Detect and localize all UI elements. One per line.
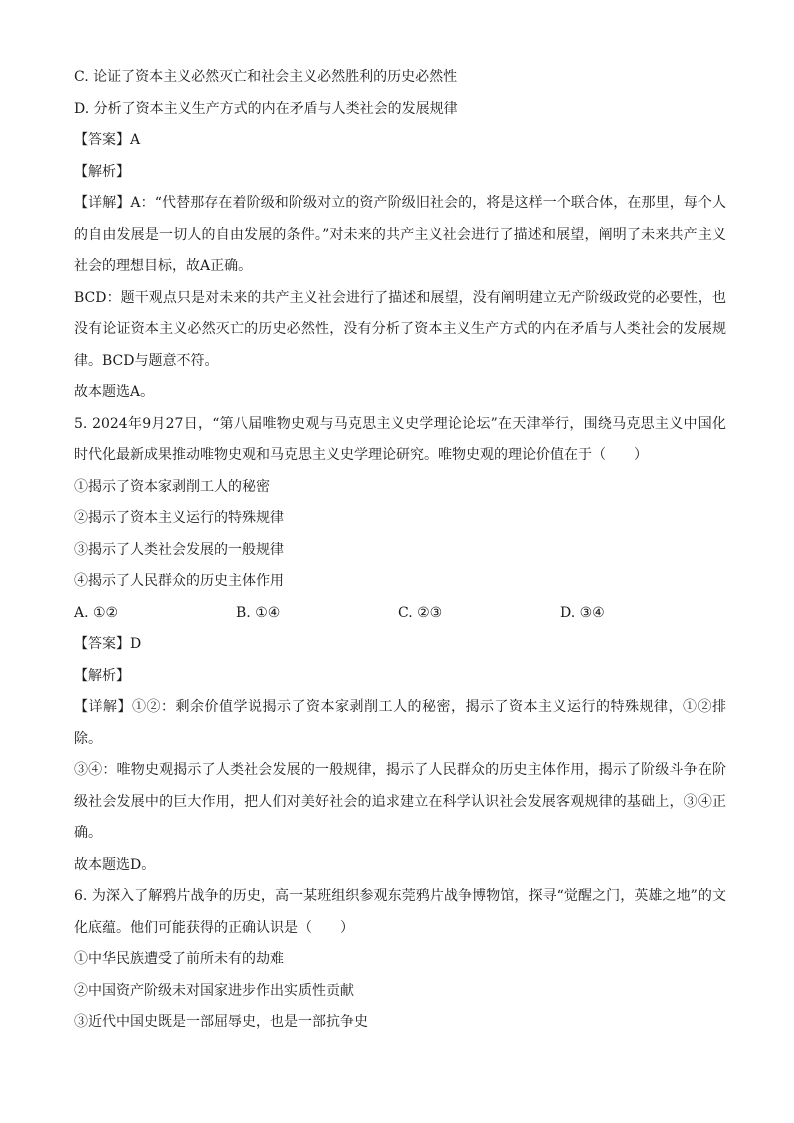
statement-item: ①揭示了资本家剥削工人的秘密 <box>74 478 270 495</box>
answer-label: 【答案】D <box>74 636 142 652</box>
answer-option: A. ①② <box>74 604 119 621</box>
option-d: D. 分析了资本主义生产方式的内在矛盾与人类社会的发展规律 <box>74 100 458 117</box>
option-c: C. 论证了资本主义必然灭亡和社会主义必然胜利的历史必然性 <box>74 69 458 85</box>
statement-item: ②中国资产阶级未对国家进步作出实质性贡献 <box>74 982 354 999</box>
detail-paragraph: 【详解】A：“代替那存在着阶级和阶级对立的资产阶级旧社会的，将是这样一个联合体，在那里，每个人的自由发展是一切人的自由发展的条件。”对未来的共产主义社会进行了描述和展望，阐明了未来共产主义社会的理想目标，故A正确。 <box>74 195 726 274</box>
answer-option: D. ③④ <box>560 604 605 621</box>
detail-paragraph: BCD：题干观点只是对未来的共产主义社会进行了描述和展望，没有阐明建立无产阶级政党的必要性，也没有论证资本主义必然灭亡的历史必然性，没有分析了资本主义生产方式的内在矛盾与人类社会的发展规律。BCD与题意不符。 <box>74 289 726 369</box>
question-stem: 5. 2024年9月27日，“第八届唯物史观与马克思主义史学理论论坛”在天津举行，围绕马克思主义中国化时代化最新成果推动唯物史观和马克思主义史学理论研究。唯物史观的理论价值在于（ ） <box>74 415 726 463</box>
answer-options <box>74 598 726 630</box>
statement-item: ①中华民族遭受了前所未有的劫难 <box>74 951 284 967</box>
conclusion-line: 故本题选D。 <box>74 856 156 873</box>
question-stem: 6. 为深入了解鸦片战争的历史，高一某班组织参观东莞鸦片战争博物馆，探寻“觉醒之门，英雄之地”的文化底蕴。他们可能获得的正确认识是（ ） <box>74 888 726 936</box>
document-page <box>74 62 726 1039</box>
statement-item: ④揭示了人民群众的历史主体作用 <box>74 573 284 589</box>
detail-paragraph: 【详解】①②：剩余价值学说揭示了资本家剥削工人的秘密，揭示了资本主义运行的特殊规律，①②排除。 <box>74 699 726 747</box>
statement-item: ②揭示了资本主义运行的特殊规律 <box>74 510 284 526</box>
analysis-label: 【解析】 <box>74 667 130 684</box>
analysis-label: 【解析】 <box>74 163 130 180</box>
statement-item: ③揭示了人类社会发展的一般规律 <box>74 541 284 558</box>
answer-label: 【答案】A <box>74 132 141 148</box>
detail-paragraph: ③④：唯物史观揭示了人类社会发展的一般规律，揭示了人民群众的历史主体作用，揭示了阶级斗争在阶级社会发展中的巨大作用，把人们对美好社会的追求建立在科学认识社会发展客观规律的基础上，③④正确。 <box>74 762 726 841</box>
statement-item: ③近代中国史既是一部屈辱史，也是一部抗争史 <box>74 1014 368 1030</box>
conclusion-line: 故本题选A。 <box>74 384 155 400</box>
answer-option: C. ②③ <box>398 604 443 621</box>
answer-option: B. ①④ <box>236 604 281 621</box>
